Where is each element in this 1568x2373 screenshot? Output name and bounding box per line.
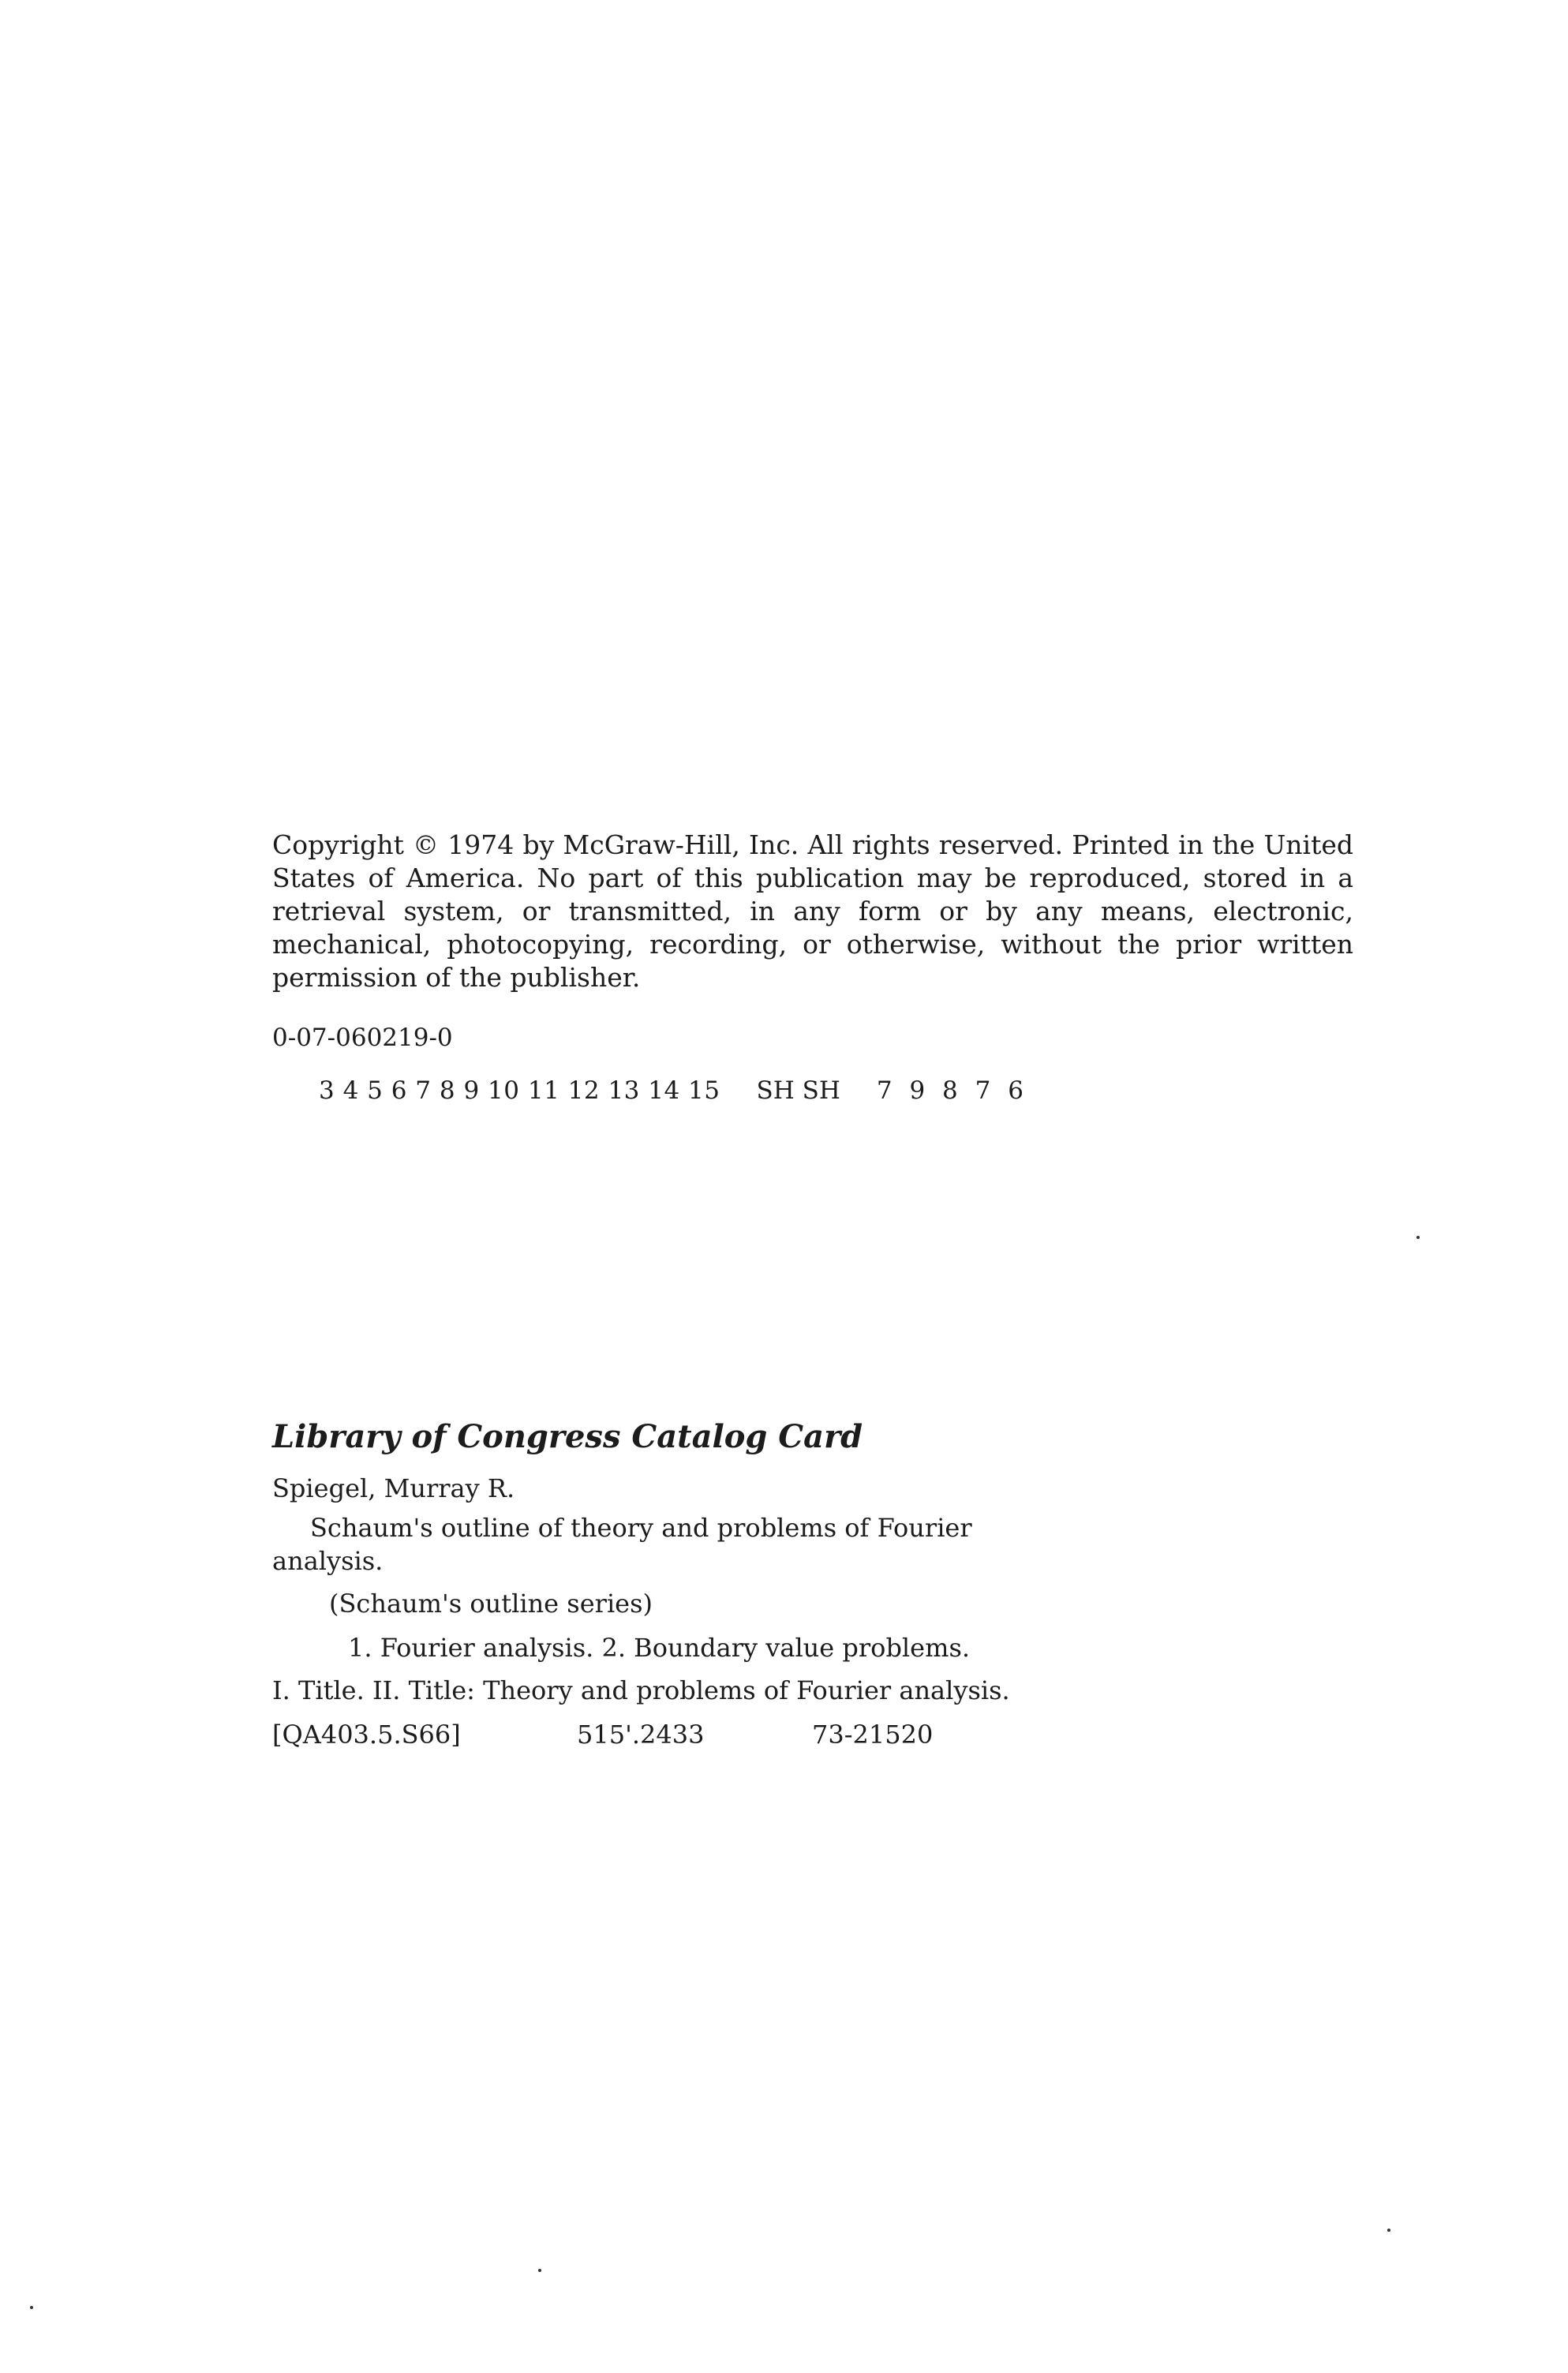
printer-codes: SH SH xyxy=(756,1076,840,1105)
copyright-notice: Copyright © 1974 by McGraw-Hill, Inc. All rights reserved. Printed in the United States of America. No part of this publication may be reproduced, stored in a retrieval system, or transmitted, in any form or by any means, electronic, mechanical, photocopying, recording, or otherwise, without the prior written permission of the publisher. xyxy=(272,829,1353,993)
catalog-subjects: 1. Fourier analysis. 2. Boundary value problems. xyxy=(348,1633,971,1663)
catalog-title: Schaum's outline of theory and problems of Fourier analysis. xyxy=(272,1513,972,1576)
scan-speck xyxy=(538,2269,541,2272)
printing-line xyxy=(319,1075,1028,1106)
catalog-author: Spiegel, Murray R. xyxy=(272,1473,515,1503)
printing-year-codes: 7 9 8 7 6 xyxy=(876,1076,1028,1105)
catalog-added-entries: I. Title. II. Title: Theory and problems of Fourier analysis. xyxy=(272,1675,1010,1705)
isbn: 0-07-060219-0 xyxy=(272,1024,453,1052)
printing-numbers: 3 4 5 6 7 8 9 10 11 12 13 14 15 xyxy=(319,1076,720,1105)
catalog-dewey-number: 515'.2433 xyxy=(577,1720,705,1750)
catalog-card xyxy=(272,1417,1030,1751)
scan-speck xyxy=(30,2306,33,2309)
catalog-lccn: 73-21520 xyxy=(812,1720,934,1750)
scan-speck xyxy=(1387,2229,1390,2232)
catalog-heading: Library of Congress Catalog Card xyxy=(272,1418,863,1455)
copyright-block xyxy=(272,829,1353,994)
scan-speck xyxy=(1416,1236,1420,1239)
catalog-call-number: [QA403.5.S66] xyxy=(272,1720,461,1750)
catalog-series: (Schaum's outline series) xyxy=(329,1589,653,1619)
catalog-numbers xyxy=(272,1718,1030,1751)
